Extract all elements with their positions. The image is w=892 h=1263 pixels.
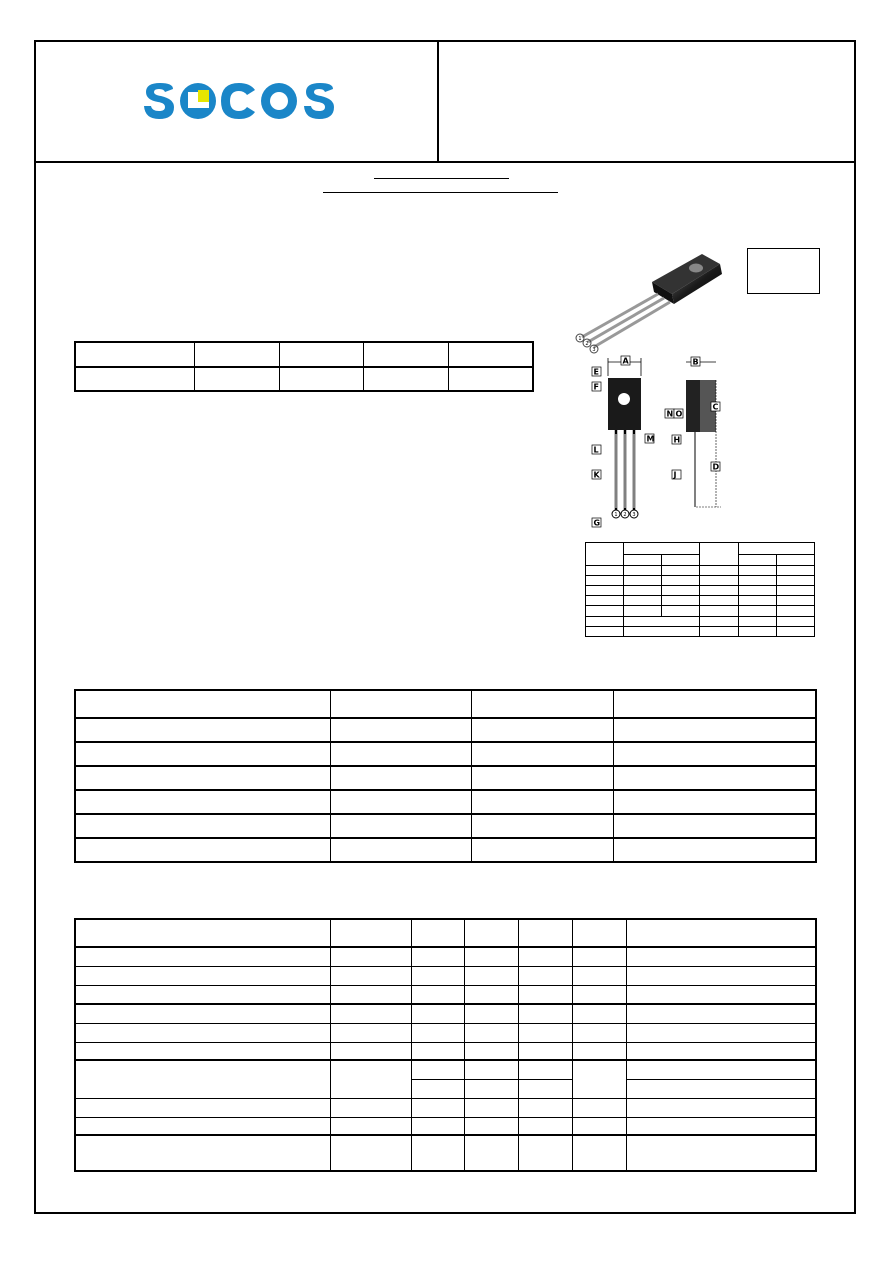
table-row: [75, 1135, 816, 1171]
dim-label-a: A: [622, 356, 629, 366]
header-divider: [34, 161, 856, 163]
dim-label-n: N: [666, 409, 674, 419]
dim-label-h: H: [673, 435, 681, 445]
table-row: [75, 919, 816, 947]
photo-pin-2: 2: [585, 341, 589, 347]
dim-label-e: E: [593, 367, 599, 377]
dim-label-f: F: [593, 382, 599, 392]
dimension-table: [585, 542, 815, 637]
table-row: [75, 718, 816, 742]
secos-logo: [143, 80, 339, 122]
table-row: [586, 606, 815, 616]
table-row: [75, 985, 816, 1004]
table-row: [75, 742, 816, 766]
table-row: [586, 626, 815, 636]
table-row: [586, 575, 815, 585]
table-row: [75, 367, 533, 392]
dim-label-d: D: [712, 462, 720, 472]
table-row: [75, 947, 816, 966]
table-row: [75, 1117, 816, 1135]
photo-pin-1: 1: [578, 336, 582, 342]
photo-pin-3: 3: [592, 347, 596, 353]
table-row: [75, 966, 816, 985]
table-row: [586, 565, 815, 575]
table-row: [75, 1060, 816, 1079]
dim-label-l: L: [593, 445, 599, 455]
table-row: [586, 543, 815, 555]
dim-label-b: B: [692, 357, 699, 367]
drawing-pin-1: 1: [614, 512, 618, 518]
table-row: [75, 814, 816, 838]
table-row: [75, 838, 816, 862]
drawing-pin-3: 3: [632, 512, 636, 518]
title-underline: [374, 178, 509, 179]
dim-label-g: G: [593, 518, 601, 528]
dim-label-m: M: [646, 434, 655, 444]
table-row: [75, 1042, 816, 1060]
table-row: [75, 1004, 816, 1023]
table-row: [75, 1023, 816, 1042]
table-row: [75, 690, 816, 718]
table-row: [586, 586, 815, 596]
table-row: [586, 616, 815, 626]
dim-label-c: C: [712, 402, 719, 412]
ordering-table: [74, 341, 534, 392]
package-name-box: [747, 248, 820, 294]
table-row: [75, 1098, 816, 1117]
subtitle-underline: [323, 192, 558, 193]
dim-label-o: O: [675, 409, 683, 419]
table-row: [75, 766, 816, 790]
electrical-characteristics-table: [74, 918, 817, 1172]
table-row: [586, 596, 815, 606]
table-row: [75, 342, 533, 367]
maximum-ratings-table: [74, 689, 817, 863]
package-photo: [572, 242, 732, 357]
dim-label-k: K: [593, 470, 600, 480]
drawing-pin-2: 2: [623, 512, 627, 518]
header-vertical-divider: [437, 40, 439, 162]
dim-label-j: J: [673, 470, 677, 480]
table-row: [75, 790, 816, 814]
package-outline-drawing: [586, 352, 736, 532]
